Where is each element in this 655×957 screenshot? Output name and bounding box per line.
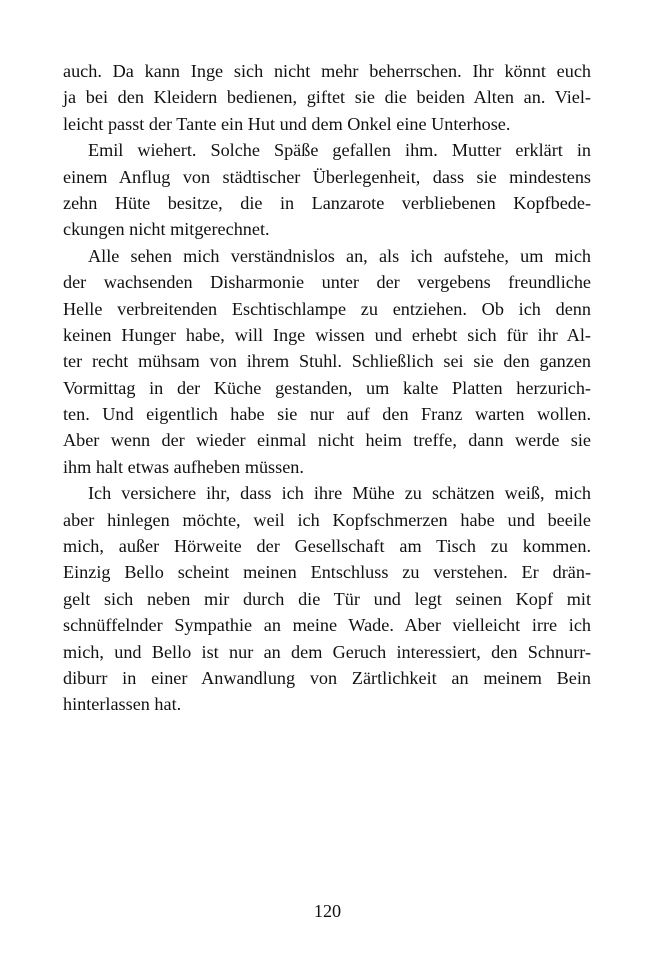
text-line: ckungen nicht mitgerechnet.	[63, 219, 270, 240]
text-line: hinterlassen hat.	[63, 694, 182, 715]
text-line: auch. Da kann Inge sich nicht mehr beherrschen. Ihr könnt euch	[63, 61, 591, 81]
text-line: ja bei den Kleidern bedienen, giftet sie die beiden Alten an. Viel-	[63, 87, 591, 108]
text-line: Helle verbreitenden Eschtischlampe zu entziehen. Ob ich denn	[63, 298, 591, 319]
text-line: ihm halt etwas aufheben müssen.	[63, 456, 304, 477]
paragraph	[63, 58, 591, 137]
text-line: Alle sehen mich verständnislos an, als ich aufstehe, um mich	[88, 245, 591, 266]
text-line: Emil wiehert. Solche Späße gefallen ihm. Mutter erklärt in	[88, 140, 591, 161]
book-page-body	[63, 58, 591, 718]
text-line: schnüffelnder Sympathie an meine Wade. Aber vielleicht irre ich	[63, 615, 591, 636]
text-line: Aber wenn der wieder einmal nicht heim treffe, dann werde sie	[63, 430, 591, 451]
text-line: ter recht mühsam von ihrem Stuhl. Schließlich sei sie den ganzen	[63, 351, 591, 372]
paragraph	[63, 243, 591, 481]
page-number: 120	[313, 901, 342, 921]
text-line: Vormittag in der Küche gestanden, um kalte Platten herzurich-	[63, 377, 591, 398]
text-line: Einzig Bello scheint meinen Entschluss zu verstehen. Er drän-	[63, 562, 591, 583]
text-line: mich, und Bello ist nur an dem Geruch interessiert, den Schnurr-	[63, 641, 591, 662]
text-line: ten. Und eigentlich habe sie nur auf den Franz warten wollen.	[63, 404, 591, 425]
text-line: aber hinlegen möchte, weil ich Kopfschmerzen habe und beeile	[63, 509, 591, 530]
paragraph	[63, 137, 591, 243]
text-line: diburr in einer Anwandlung von Zärtlichkeit an meinem Bein	[63, 667, 591, 688]
paragraph	[63, 480, 591, 718]
text-line: keinen Hunger habe, will Inge wissen und erhebt sich für ihr Al-	[63, 324, 591, 345]
text-line: der wachsenden Disharmonie unter der vergebens freundliche	[63, 272, 591, 293]
text-line: gelt sich neben mir durch die Tür und legt seinen Kopf mit	[63, 588, 591, 609]
text-line: leicht passt der Tante ein Hut und dem Onkel eine Unterhose.	[63, 113, 511, 134]
text-line: einem Anflug von städtischer Überlegenheit, dass sie mindestens	[63, 166, 591, 187]
text-line: Ich versichere ihr, dass ich ihre Mühe zu schätzen weiß, mich	[88, 483, 591, 504]
text-line: zehn Hüte besitze, die in Lanzarote verbliebenen Kopfbede-	[63, 192, 591, 213]
text-line: mich, außer Hörweite der Gesellschaft am Tisch zu kommen.	[63, 536, 591, 557]
